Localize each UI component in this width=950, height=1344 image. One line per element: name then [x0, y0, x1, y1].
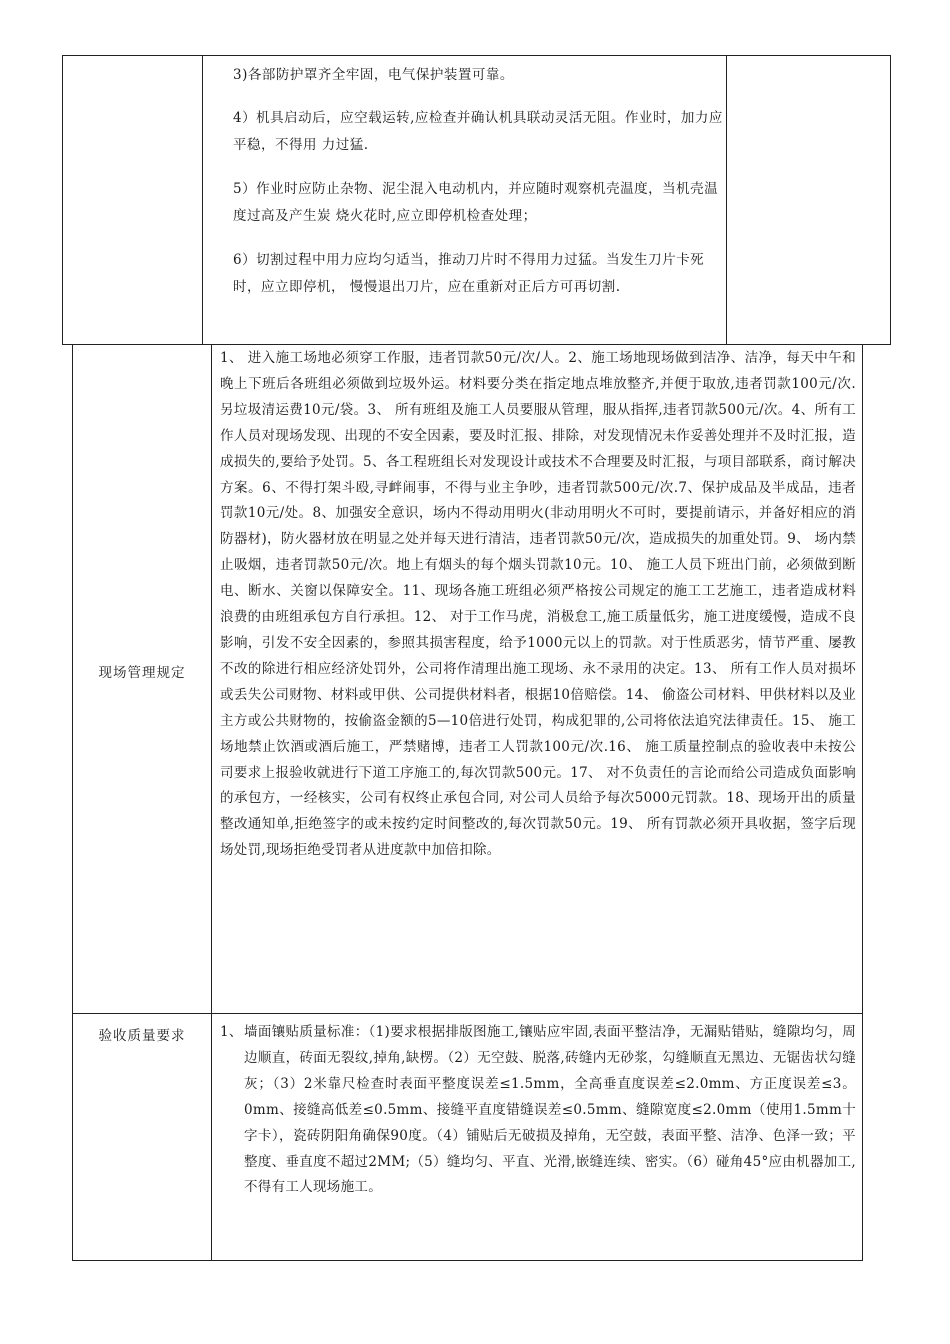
- safety-item: 4）机具启动后，应空载运转,应检查并确认机具联动灵活无阻。作业时，加力应平稳，不得用 力过猛.: [233, 110, 723, 153]
- column-divider: [202, 56, 203, 344]
- site-rules-table: [72, 344, 863, 1261]
- quality-requirements: [220, 1020, 856, 1201]
- equipment-safety-table: [62, 55, 891, 345]
- safety-item: 6）切割过程中用力应均匀适当，推动刀片时不得用力过猛。当发生刀片卡死时，应立即停机， 慢慢退出刀片，应在重新对正后方可再切割.: [233, 252, 705, 295]
- column-divider: [726, 56, 727, 344]
- quality-item-number: 1、: [220, 1024, 243, 1040]
- quality-requirements-text: 墙面镶贴质量标准：（1)要求根据排版图施工,镶贴应牢固,表面平整洁净，无漏贴错贴，缝隙均匀，周边顺直，砖面无裂纹,掉角,缺楞。（2）无空鼓、脱落,砖缝内无砂浆，勾缝顺直无黑边、无锯齿状勾缝灰；（3）2米靠尺检查时表面平整度误差≤1.5mm，全高垂直度误差≤2.0mm、方正度误差≤3。0mm、接缝高低差≤0.5mm、接缝平直度错缝误差≤0.5mm、缝隙宽度≤2.0mm（使用1.5mm十字卡），瓷砖阴阳角确保90度。（4）铺贴后无破损及掉角，无空鼓，表面平整、洁净、色泽一致；平整度、垂直度不超过2MM;（5）缝均匀、平直、光滑,嵌缝连续、密实。（6）碰角45°应由机器加工,不得有工人现场施工。: [244, 1024, 856, 1196]
- site-rules-text: 1、 进入施工场地必须穿工作服，违者罚款50元/次/人。2、施工场地现场做到洁净、洁净，每天中午和晚上下班后各班组必须做到垃圾外运。材料要分类在指定地点堆放整齐,并便于取放,违者罚款100元/次.另垃圾清运费10元/袋。3、 所有班组及施工人员要服从管理，服从指挥,违者罚款500元/次。4、所有工作人员对现场发现、出现的不安全因素，要及时汇报、排除，对发现情况未作妥善处理并不及时汇报，造成损失的,要给予处罚。5、各工程班组长对发现设计或技术不合理要及时汇报，与项目部联系，商讨解决方案。6、不得打架斗殴,寻衅闹事，不得与业主争吵，违者罚款500元/次.7、保护成品及半成品，违者罚款10元/处。8、加强安全意识，场内不得动用明火(非动用明火不可时，要提前请示，并备好相应的消防器材)，防火器材放在明显之处并每天进行清洁，违者罚款50元/次，造成损失的加重处罚。9、 场内禁止吸烟，违者罚款50元/次。地上有烟头的每个烟头罚款10元。10、 施工人员下班出门前，必须做到断电、断水、关窗以保障安全。11、现场各施工班组必须严格按公司规定的施工工艺施工，违者造成材料浪费的由班组承包方自行承担。12、 对于工作马虎，消极怠工,施工质量低劣，施工进度缓慢，造成不良影响，引发不安全因素的，参照其损害程度，给予1000元以上的罚款。对于性质恶劣，情节严重、屡教不改的除进行相应经济处罚外，公司将作清理出施工现场、永不录用的决定。13、 所有工作人员对损坏或丢失公司财物、材料或甲供、公司提供材料者，根据10倍赔偿。14、 偷盗公司材料、甲供材料以及业主方或公共财物的，按偷盗金额的5—10倍进行处罚，构成犯罪的,公司将依法追究法律责任。15、 施工场地禁止饮酒或酒后施工，严禁赌博，违者工人罚款100元/次.16、 施工质量控制点的验收表中未按公司要求上报验收就进行下道工序施工的,每次罚款500元。17、 对不负责任的言论而给公司造成负面影响的承包方，一经核实，公司有权终止承包合同, 对公司人员给予每次5000元罚款。18、现场开出的质量整改通知单,拒绝签字的或未按约定时间整改的,每次罚款50元。19、 所有罚款必须开具收据，签字后现场处罚,现场拒绝受罚者从进度款中加倍扣除。: [220, 350, 856, 859]
- safety-items: [233, 62, 723, 318]
- safety-item: 3)各部防护罩齐全牢固，电气保护装置可靠。: [233, 67, 514, 83]
- site-rules-label: 现场管理规定: [98, 665, 186, 681]
- row-divider: [73, 1013, 862, 1014]
- safety-item: 5）作业时应防止杂物、泥尘混入电动机内，并应随时观察机壳温度，当机壳温度过高及产生炭 烧火花时,应立即停机检查处理；: [233, 181, 719, 224]
- quality-requirements-label: 验收质量要求: [98, 1028, 186, 1044]
- column-divider: [211, 344, 212, 1260]
